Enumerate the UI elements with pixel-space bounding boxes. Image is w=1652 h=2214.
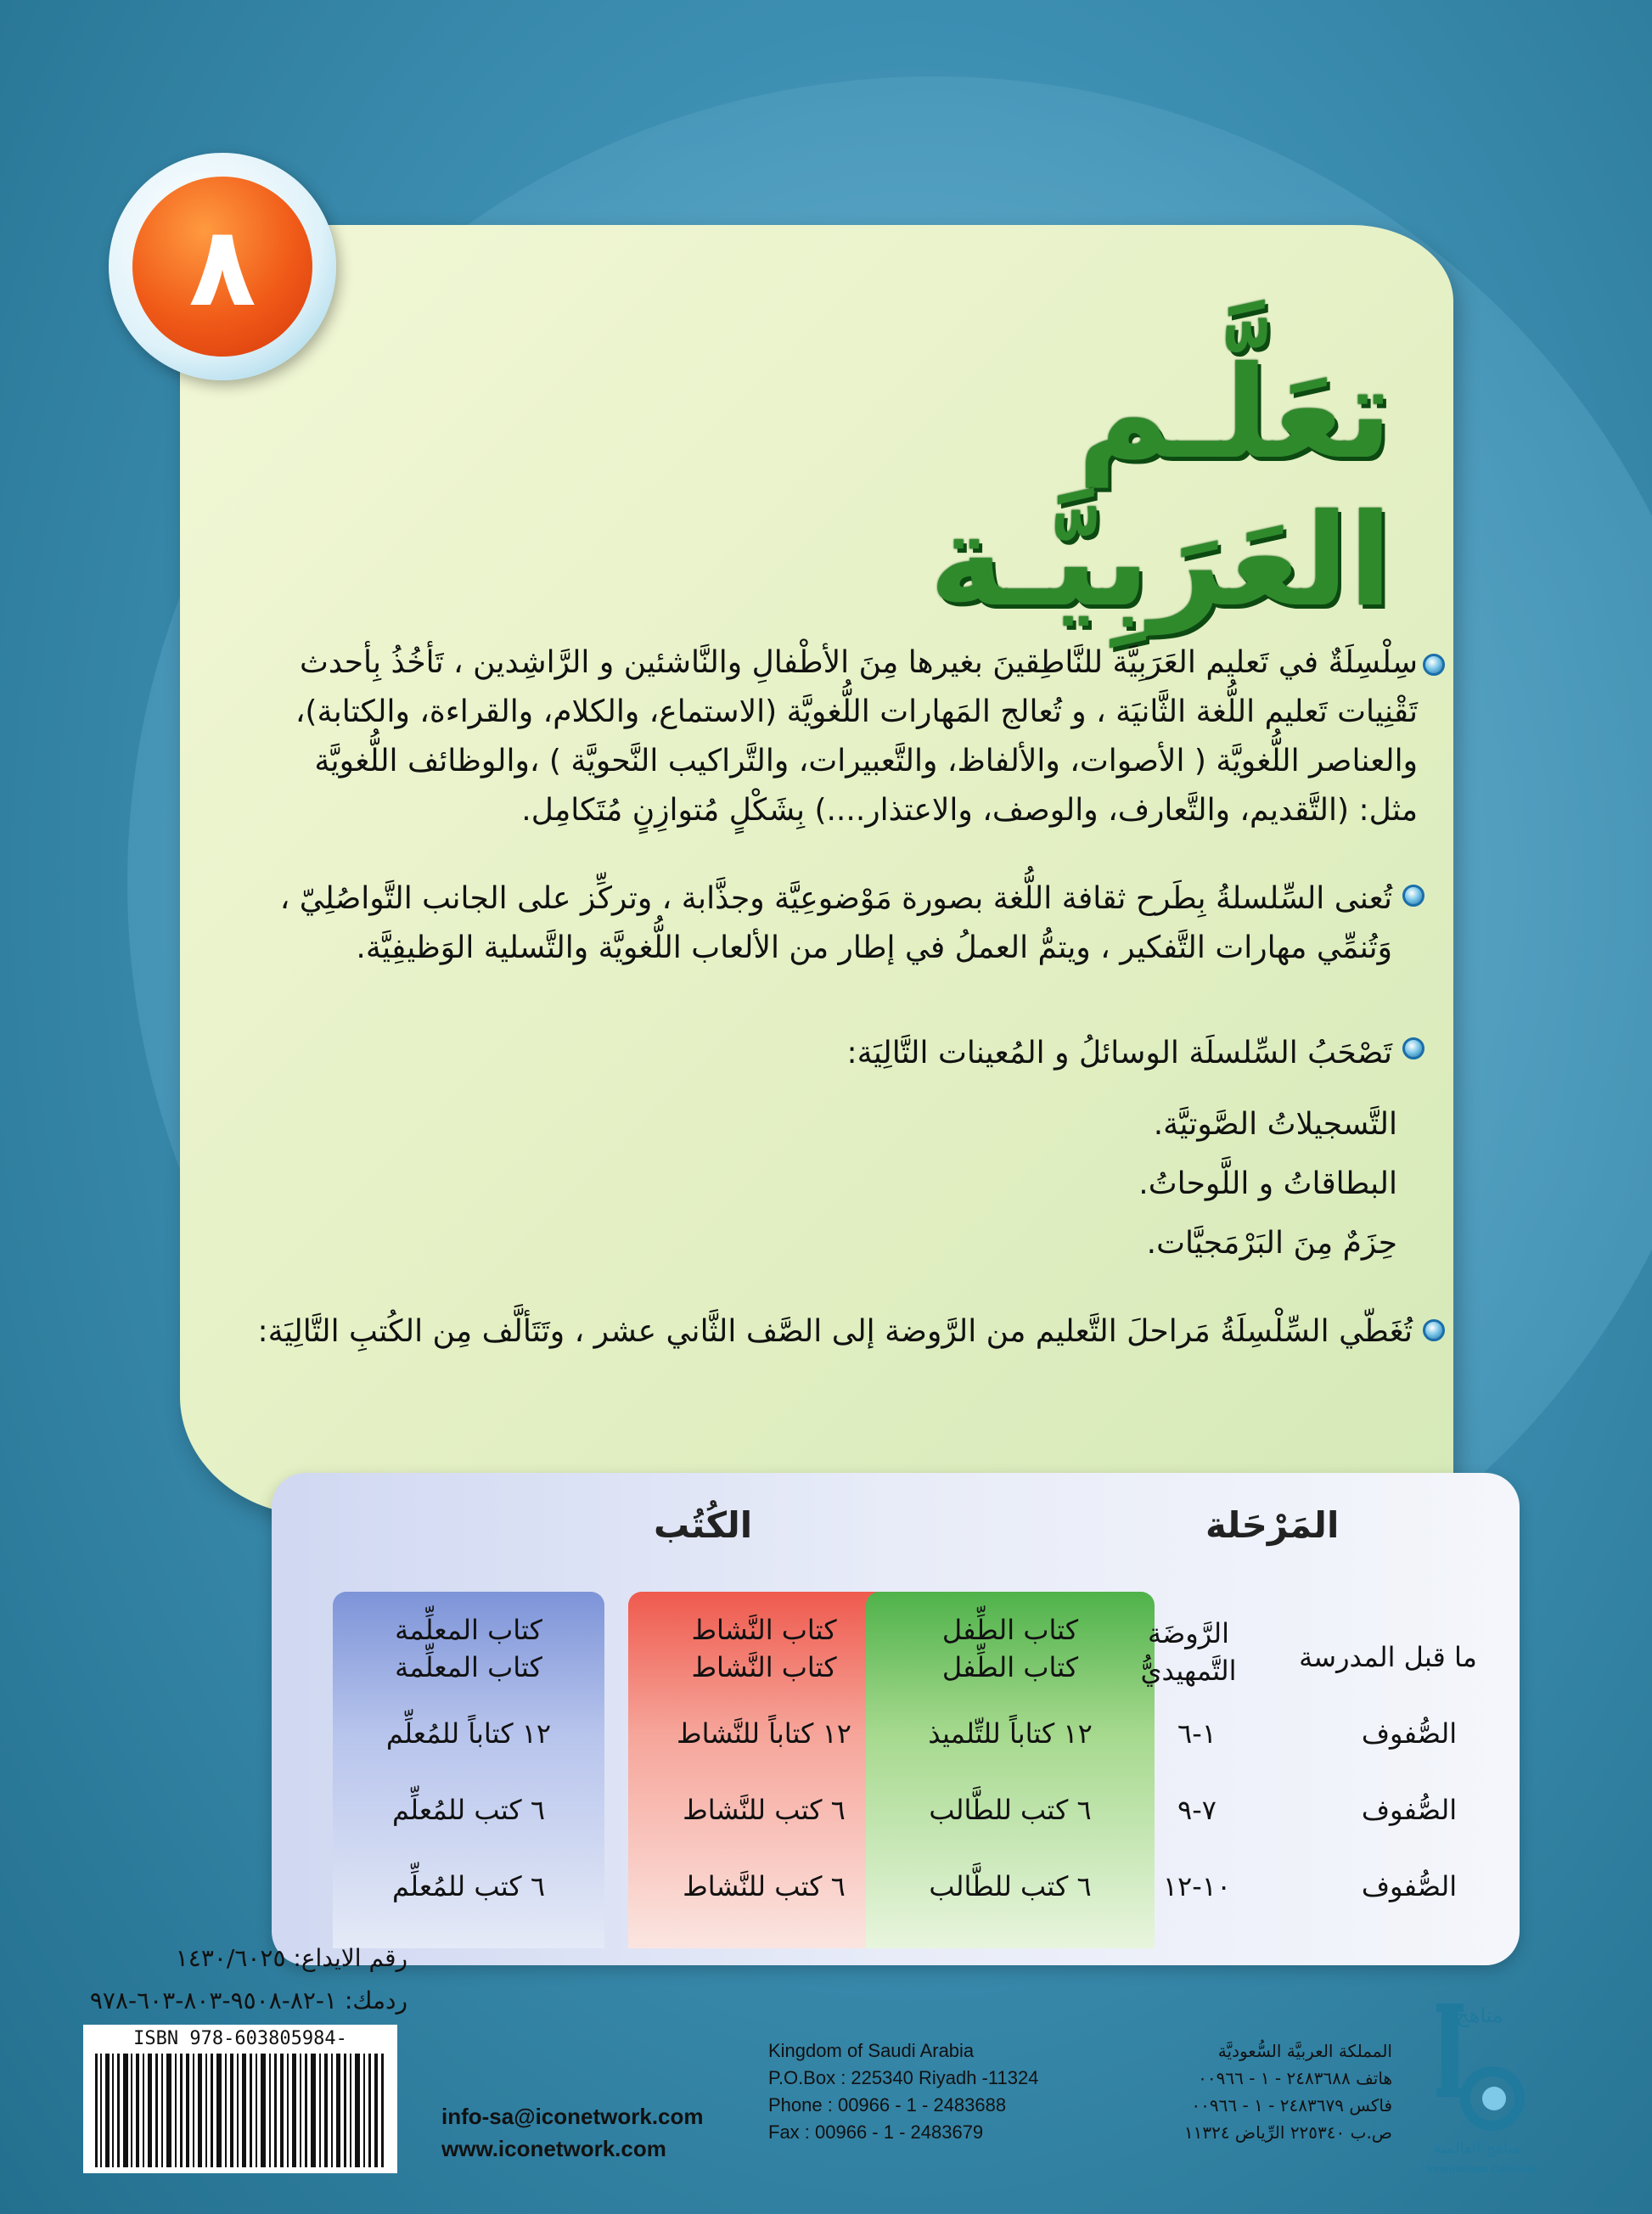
level-number: ٨ xyxy=(188,202,256,331)
book-title: تعَلَّـم العَرَبِيَّـة xyxy=(929,340,1392,635)
address-line: ص.ب ٢٢٥٣٤٠ الرِّياض ١١٣٢٤ xyxy=(1183,2122,1392,2143)
bullet-icon xyxy=(1423,654,1445,676)
address-english xyxy=(768,2037,1038,2146)
book-cell: ٦ كتب للنَّشاط xyxy=(683,1794,846,1826)
address-line: فاكس ٢٤٨٣٦٧٩ - ١ - ٠٠٩٦٦ xyxy=(1191,2095,1392,2116)
address-arabic xyxy=(1104,2037,1392,2146)
paragraph-3 xyxy=(229,1029,1392,1078)
book-cell: ٦ كتب للطَّالب xyxy=(929,1870,1092,1902)
book-cell: كتاب النَّشاط xyxy=(691,1614,837,1646)
grade-cell: الرَّوضَة التَّمهيديُّ xyxy=(1140,1617,1237,1687)
list-item: البطاقاتُ و اللَّوحاتُ. xyxy=(1138,1166,1397,1201)
book-cell: كتاب الطِّفل xyxy=(941,1614,1079,1646)
bullet-icon xyxy=(1423,1319,1445,1341)
stage-cell: الصُّفوف xyxy=(1361,1794,1458,1826)
contact-block xyxy=(441,2100,704,2165)
address-line: المملكة العربيَّة السُّعوديَّة xyxy=(1217,2041,1392,2061)
paragraph-line: تَصْحَبُ السِّلسلَة الوسائلُ و المُعينات التَّالِيَة: xyxy=(846,1036,1392,1070)
stage-cell: ما قبل المدرسة xyxy=(1299,1641,1477,1673)
contact-website[interactable]: www.iconetwork.com xyxy=(441,2136,666,2161)
address-line: P.O.Box : 225340 Riyadh -11324 xyxy=(768,2067,1039,2088)
book-cell: ٦ كتب للمُعلِّم xyxy=(391,1794,545,1826)
stage-header: المَرْحَلة xyxy=(1205,1504,1340,1546)
deposit-number: رقم الايداع: ١٤٣٠/٦٠٢٥ xyxy=(175,1944,407,1972)
paragraph-line: تُغَطّي السِّلْسِلَةُ مَراحلَ التَّعليم من الرَّوضة إلى الصَّف الثَّاني عشر ، وتَتَألَّف مِن الكُتبِ التَّالِيَة: xyxy=(257,1314,1413,1349)
aids-list xyxy=(1138,1095,1397,1273)
book-cell: ١٢ كتاباً للنَّشاط xyxy=(677,1717,851,1750)
stage-cell: الصُّفوف xyxy=(1361,1870,1458,1902)
paragraph-line: تَقْنِيات تَعليم اللُّغة الثَّانيَة ، و تُعالج المَهارات اللُّغويَّة (الاستماع، والكلام، والقراءة، والكتابة)، xyxy=(295,694,1418,729)
contact-email[interactable]: info-sa@iconetwork.com xyxy=(441,2104,704,2129)
stage-cell: الصُّفوف xyxy=(1361,1717,1458,1750)
isbn-box xyxy=(83,2025,397,2173)
address-line: Kingdom of Saudi Arabia xyxy=(768,2040,975,2061)
isbn-arabic: ردمك: ١-٨٢-٩٥٠٨-٨٠٣-٦٠٣-٩٧٨ xyxy=(89,1986,407,2015)
level-badge-inner xyxy=(132,177,312,357)
address-line: Phone : 00966 - 1 - 2483688 xyxy=(768,2094,1007,2116)
paragraph-line: وَتُنمِّي مهارات التَّفكير ، ويتمُّ العملُ في إطار من الألعاب اللُّغويَّة والتَّسلية الوَظيفِيَّة. xyxy=(356,930,1392,965)
book-cell: ١٢ كتاباً للمُعلِّم xyxy=(385,1717,552,1750)
book-cell: ٦ كتب للطَّالب xyxy=(929,1794,1092,1826)
book-cell: كتاب المعلِّمة xyxy=(395,1614,542,1646)
books-header: الكُتُب xyxy=(654,1504,753,1546)
paragraph-4 xyxy=(229,1307,1413,1357)
book-cell: ٦ كتب للنَّشاط xyxy=(683,1870,846,1902)
book-cell: ٦ كتب للمُعلِّم xyxy=(391,1870,545,1902)
book-cell: ١٢ كتاباً للتِّلميذ xyxy=(928,1717,1093,1750)
bullet-icon xyxy=(1402,885,1424,907)
book-cell: كتاب المعلِّمة xyxy=(395,1651,542,1683)
list-item: حِزَمٌ مِنَ البَرْمَجيَّات. xyxy=(1146,1226,1397,1261)
logo-text-bottom: مناهج العالمية xyxy=(1433,2139,1521,2157)
list-item: التَّسجيلاتُ الصَّوتيَّة. xyxy=(1153,1107,1397,1142)
level-badge xyxy=(109,153,336,380)
address-line: هاتف ٢٤٨٣٦٨٨ - ١ - ٠٠٩٦٦ xyxy=(1198,2068,1392,2088)
bullet-icon xyxy=(1402,1037,1424,1059)
paragraph-line: والعناصر اللُّغويَّة ( الأصوات، والألفاظ، والتَّعبيرات، والتَّراكيب النَّحويَّة ) ،والوظائف اللُّغويَّة xyxy=(314,744,1418,778)
grade-cell: ٧-٩ xyxy=(1177,1794,1217,1826)
book-cell: كتاب الطِّفل xyxy=(941,1651,1079,1683)
paragraph-line: سِلْسِلَةٌ في تَعليم العَرَبِيَّة للنَّاطِقينَ بغيرها مِنَ الأطْفالِ والنَّاشئين و الرَّاشِدين ، تَأخُذُ بِأحدث xyxy=(299,645,1418,680)
paragraph-1 xyxy=(229,638,1418,835)
address-line: Fax : 00966 - 1 - 2483679 xyxy=(768,2121,984,2143)
paragraph-line: تُعنى السِّلسلةُ بِطَرح ثقافة اللُّغة بصورة مَوْضوعِيَّة وجذَّابة ، وتركِّز على الجانب التَّواصُلِيّ ، xyxy=(279,881,1392,916)
paragraph-2 xyxy=(229,874,1392,973)
paragraph-line: مثل: (التَّقديم، والتَّعارف، والوصف، والاعتذار....) بِشَكْلٍ مُتوازِنٍ مُتَكامِل. xyxy=(521,793,1418,828)
grade-cell: ١٠-١٢ xyxy=(1162,1870,1232,1902)
logo-text-top: مناهج xyxy=(1456,2003,1503,2027)
logo-text-en: International Curricula xyxy=(1426,2163,1537,2175)
isbn-number: ISBN 978-603805984- xyxy=(133,2028,347,2049)
barcode xyxy=(92,2054,389,2167)
book-cell: كتاب النَّشاط xyxy=(691,1651,837,1683)
grade-cell: ١-٦ xyxy=(1177,1717,1217,1750)
